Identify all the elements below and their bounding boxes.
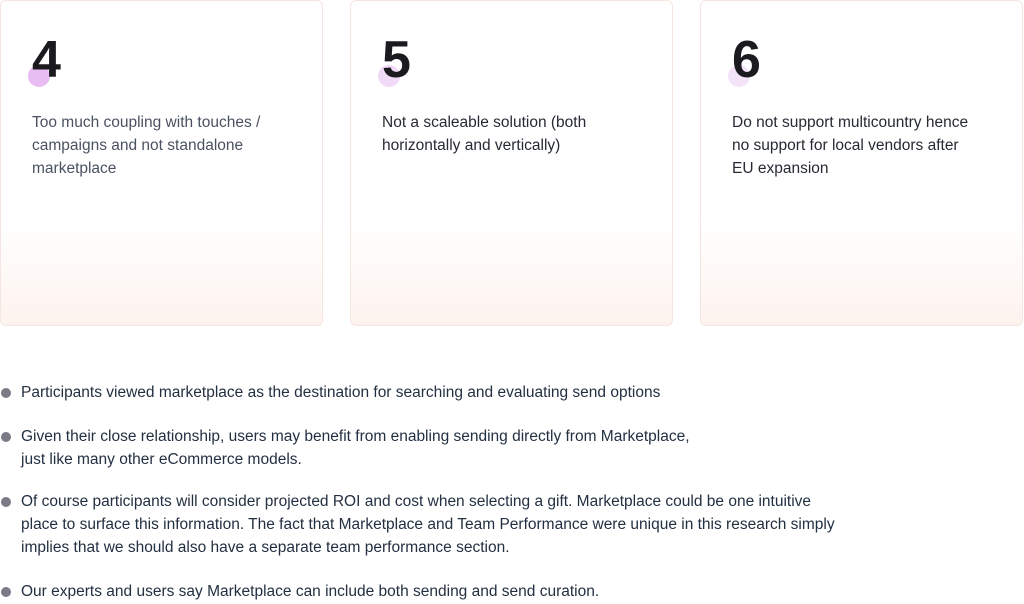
card-text: Too much coupling with touches / campaigns and not standalone marketplace bbox=[32, 114, 261, 177]
finding-text: Participants viewed marketplace as the destination for searching and evaluating send options bbox=[21, 384, 661, 401]
finding-text: Given their close relationship, users may benefit from enabling sending directly from Marketplace, just like many other eCommerce models. bbox=[21, 428, 690, 468]
finding-text: Of course participants will consider projected ROI and cost when selecting a gift. Marketplace could be one intuitive place to surface this information. The fact that Marketplace and Team Performance were unique in this research simply implies that we should also have a separate team performance section. bbox=[21, 493, 835, 556]
finding-text: Our experts and users say Marketplace can include both sending and send curation. bbox=[21, 583, 600, 600]
bullet-dot-icon bbox=[1, 388, 11, 398]
card-number: 6 bbox=[732, 31, 760, 89]
bullet-dot-icon bbox=[1, 497, 11, 507]
issue-card-4 bbox=[0, 0, 323, 326]
bullet-dot-icon bbox=[1, 432, 11, 442]
bullet-dot-icon bbox=[1, 587, 11, 597]
card-text: Not a scaleable solution (both horizontally and vertically) bbox=[382, 114, 587, 154]
card-number: 4 bbox=[32, 31, 60, 89]
issue-card-5 bbox=[350, 0, 673, 326]
card-number: 5 bbox=[382, 31, 410, 89]
card-text: Do not support multicountry hence no support for local vendors after EU expansion bbox=[732, 114, 969, 177]
issue-card-6 bbox=[700, 0, 1023, 326]
